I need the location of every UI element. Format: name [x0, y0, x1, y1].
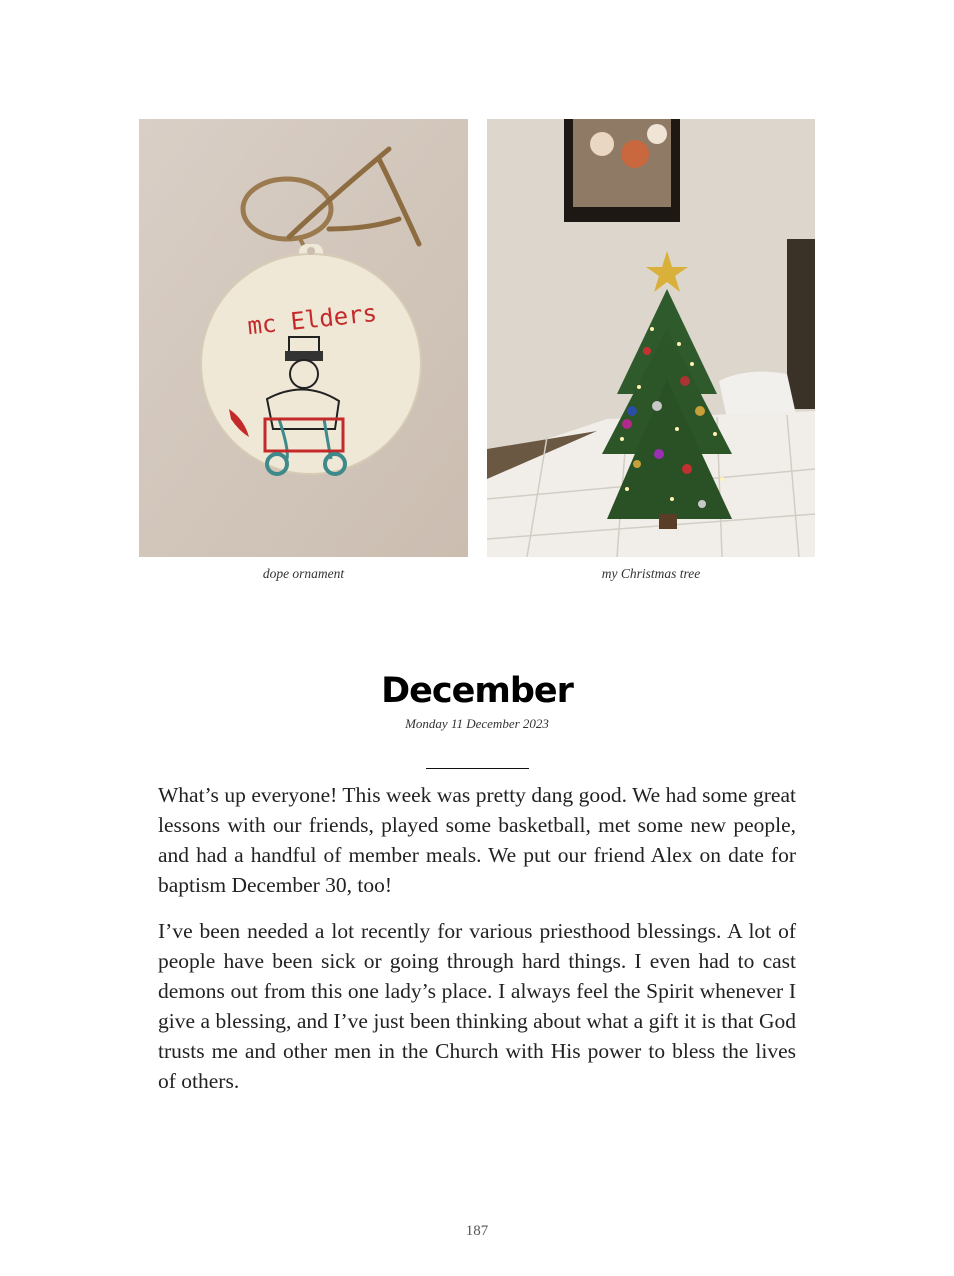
entry-body	[158, 780, 796, 1112]
ornament-photo	[139, 119, 468, 557]
ornament-handwriting: mc Elders	[246, 298, 379, 341]
entry-title: December	[381, 671, 573, 711]
christmas-tree-photo-image	[487, 119, 815, 557]
ornament-caption: dope ornament	[262, 566, 345, 581]
entry-paragraph: I’ve been needed a lot recently for various priesthood blessings. A lot of people have been sick or going through hard things. I even had to cast demons out from this one lady’s place. I always feel the Spirit whenever I give a blessing, and I’ve just been thinking about what a gift it is that God trusts me and other men in the Church with His power to bless the lives of others.	[158, 919, 796, 1093]
christmas-tree-caption: my Christmas tree	[601, 566, 701, 581]
entry-date: Monday 11 December 2023	[405, 716, 549, 731]
page-number: 187	[465, 1223, 489, 1239]
entry-paragraph: What’s up everyone! This week was pretty dang good. We had some great lessons with our friends, played some basketball, met some new people, and had a handful of member meals. We put our friend Alex on date for baptism December 30, too!	[158, 783, 796, 897]
section-divider	[426, 768, 529, 769]
ornament-photo-image	[139, 119, 468, 557]
christmas-tree-photo	[487, 119, 815, 557]
